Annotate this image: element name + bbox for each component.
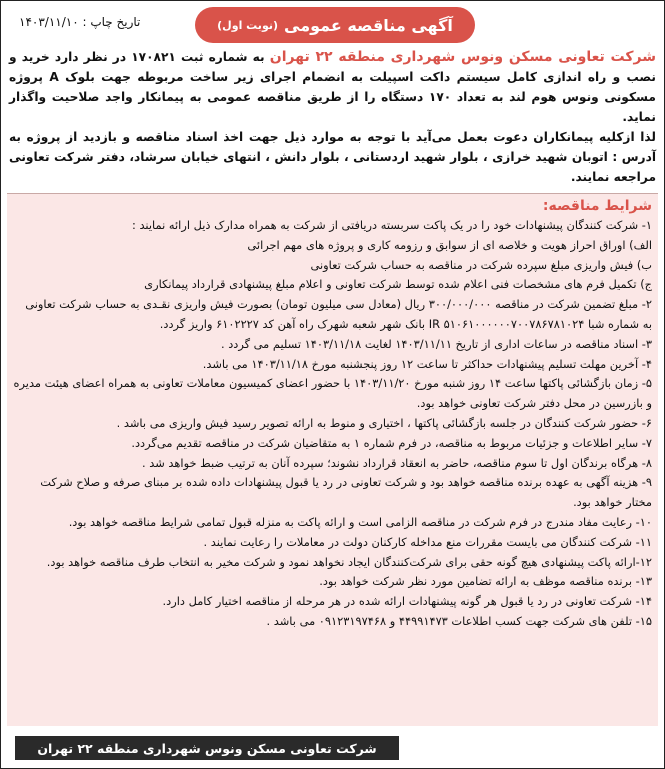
condition-item: ۲- مبلغ تضمین شرکت در مناقصه ۳۰۰/۰۰۰/۰۰۰ ریال (معادل سی میلیون تومان) بصورت فیش واریزی نقـدی به حساب شرکت تعاونی به شماره شبا IR ۵۱۰۶۱۰۰۰۰۰۰۷۰۰۷۸۶۷۸۱۰۲۴ بانک شهر شعبه شهرک راه آهن کد ۶۱۰۲۲۲۷ واریز گردد. [25, 297, 652, 331]
condition-item: ۱۴- شرکت تعاونی در رد یا قبول هر گونه پیشنهادات ارائه شده در هر مرحله از مناقصه اختیار کامل دارد. [162, 594, 652, 609]
conditions-list [13, 216, 652, 632]
condition-item: ۸- هرگاه برندگان اول تا سوم مناقصه، حاضر به انعقاد قرارداد نشوند؛ سپرده آنان به ترتیب ضبط خواهد شد . [142, 455, 652, 470]
condition-item: ۱۲-ارائه پاکت پیشنهادی هیچ گونه حقی برای شرکت‌کنندگان ایجاد نخواهد نمود و شرکت مخیر به انتخاب طرف مناقصه خواهد بود. [46, 554, 652, 569]
condition-item: ۵- زمان بازگشائی پاکتها ساعت ۱۴ روز شنبه مورخ ۱۴۰۳/۱۱/۲۰ با حضور اعضای کمیسیون معاملات تعاونی به همراه اعضای هیئت مدیره و بازرسین در محل دفتر شرکت تعاونی خواهد بود. [13, 376, 652, 411]
conditions-heading: شرایط مناقصه: [542, 198, 652, 214]
condition-item: ج) تکمیل فرم های مشخصات فنی اعلام شده توسط شرکت تعاونی و اعلام مبلغ پیشنهادی قرارداد پیمانکاری [144, 277, 652, 292]
notice-title: آگهی مناقصه عمومی [284, 15, 453, 35]
condition-item: ۱۳- برنده مناقصه موظف به ارائه تضامین مورد نظر شرکت خواهد بود. [319, 574, 652, 589]
condition-item: ۱۱- شرکت کنندگان می بایست مقررات منع مداخله کارکنان دولت در معاملات را رعایت نمایند . [203, 534, 652, 549]
conditions-section [7, 193, 658, 726]
intro-line-1 [9, 47, 656, 127]
intro-paragraph [9, 47, 656, 187]
intro-text-2: لذا ازکلیه پیمانکاران دعوت بعمل می‌آید با توجه به موارد ذیل جهت اخذ اسناد مناقصه و بازدید از پروژه به آدرس : اتوبان شهید خرازی ، بلوار شهید اردستانی ، بلوار دانش ، انتهای خیابان سرشاد، دفتر شرکت تعاونی مراجعه نمایند. [9, 130, 656, 184]
condition-item: ۹- هزینه آگهی به عهده برنده مناقصه خواهد بود و شرکت تعاونی در رد یا قبول پیشنهادات داده شده بر مبنای صرفه و صلاح شرکت مختار خواهد بود. [40, 475, 652, 510]
condition-item: ۴- آخرین مهلت تسلیم پیشنهادات حداکثر تا ساعت ۱۲ روز پنجشنبه مورخ ۱۴۰۳/۱۱/۱۸ می باشد. [202, 356, 652, 371]
print-date: تاریخ چاپ : ۱۴۰۳/۱۱/۱۰ [19, 15, 141, 29]
condition-item: ۶- حضور شرکت کنندگان در جلسه بازگشائی پاکتها ، اختیاری و منوط به ارائه تصویر رسید فیش واریزی می باشد . [116, 415, 652, 430]
cooperative-name: شرکت تعاونی مسکن ونوس شهرداری منطقه ۲۲ تهران [269, 49, 656, 65]
footer-signature-bar [15, 736, 399, 760]
header [5, 5, 660, 45]
condition-item: ۷- سایر اطلاعات و جزئیات مربوط به مناقصه، در فرم شماره ۱ به متقاضیان شرکت در مناقصه تقدیم می‌گردد. [131, 435, 652, 450]
condition-item: الف) اوراق احراز هویت و خلاصه ای از سوابق و رزومه کاری و پروژه های مهم اجرائی [247, 237, 652, 252]
condition-item: ۱- شرکت کنندگان پیشنهادات خود را در یک پاکت سربسته دریافتی از شرکت به همراه مدارک ذیل ارائه نمایند : [132, 218, 652, 232]
condition-item: ۱۰- رعایت مفاد مندرج در فرم شرکت در مناقصه الزامی است و ارائه پاکت به منزله قبول تمامی شرایط مناقصه خواهد بود. [68, 514, 652, 529]
condition-item: ب) فیش واریزی مبلغ سپرده شرکت در مناقصه به حساب شرکت تعاونی [310, 257, 652, 272]
intro-text-1: به شماره ثبت ۱۷۰۸۲۱ در نظر دارد خرید و نصب و راه اندازی کامل سیستم داکت اسپیلت به انضمام اجرای زیر ساخت مربوطه جهت بلوک A پروژه مسکونی ونوس هوم لند به تعداد ۱۷۰ دستگاه را از طریق مناقصه عمومی به پیمانکار واجد صلاحیت واگذار نماید. [9, 50, 657, 124]
condition-item: ۳- اسناد مناقصه در ساعات اداری از تاریخ ۱۴۰۳/۱۱/۱۱ لغایت ۱۴۰۳/۱۱/۱۸ تسلیم می گردد . [220, 336, 652, 351]
title-banner [195, 7, 475, 43]
notice-round: (نوبت اول) [217, 18, 278, 32]
condition-item: ۱۵- تلفن های شرکت جهت کسب اطلاعات ۴۴۹۹۱۴۷۳ و ۰۹۱۲۳۱۹۷۴۶۸ می باشد . [266, 613, 652, 628]
footer-text: شرکت تعاونی مسکن ونوس شهرداری منطقه ۲۲ تهران [37, 740, 377, 756]
